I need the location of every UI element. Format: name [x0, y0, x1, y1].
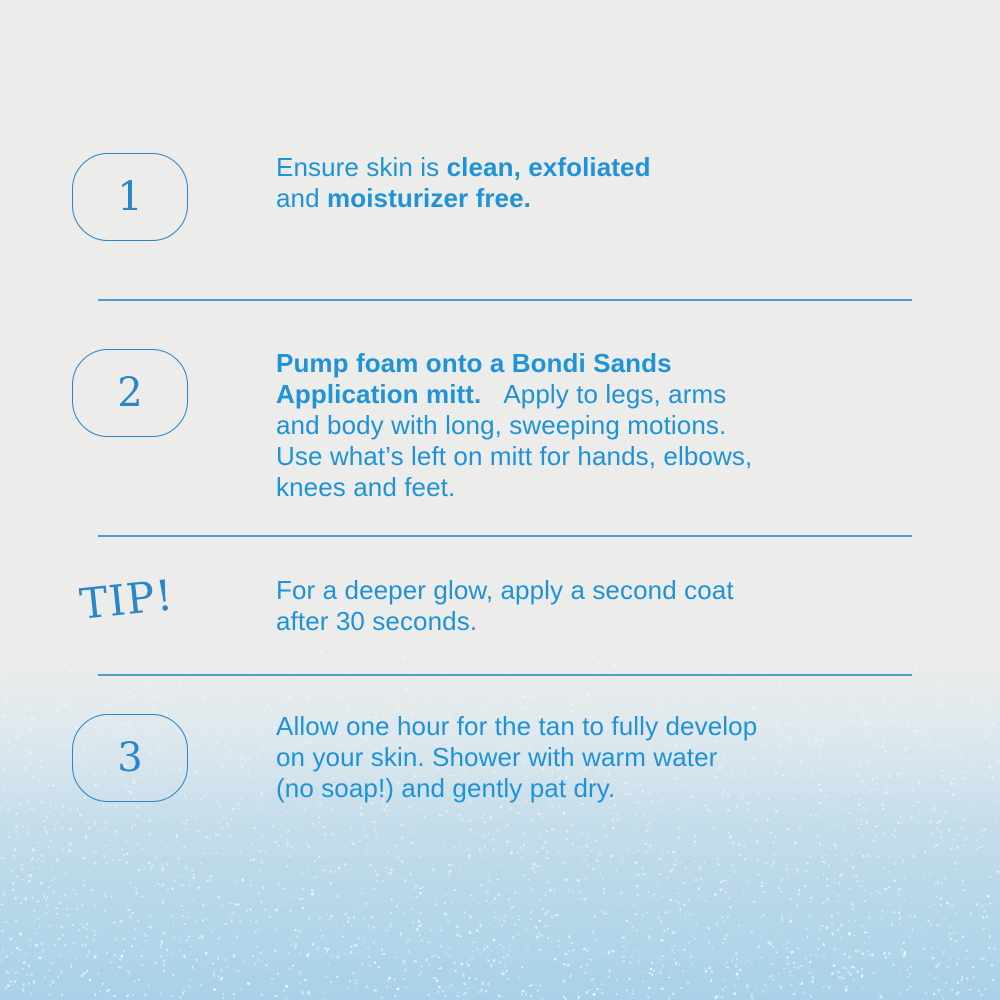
step-1-line-2: [276, 183, 916, 214]
step-2-number: 2: [117, 370, 143, 416]
step-2-line-2: [276, 379, 916, 410]
tip-label: TIP!: [77, 570, 176, 629]
step-1-bold-1: clean, exfoliated: [446, 152, 651, 182]
step-2-bold-2: Application mitt.: [276, 379, 482, 409]
step-3-line-1: Allow one hour for the tan to fully develop: [276, 711, 758, 741]
step-1-badge: [72, 153, 188, 241]
tip-line-2: after 30 seconds.: [276, 606, 478, 636]
step-1-bold-2: moisturizer free.: [327, 183, 532, 213]
step-2-text: [276, 348, 916, 503]
step-1-plain-2: and: [276, 183, 328, 213]
step-2-line-3: and body with long, sweeping motions.: [276, 410, 727, 440]
step-2-plain-1: Apply to legs, arms: [503, 379, 727, 409]
tip-line-1: For a deeper glow, apply a second coat: [276, 575, 734, 605]
divider-1: [98, 299, 912, 301]
tip-text: [276, 575, 916, 637]
step-3-text: [276, 711, 916, 804]
step-1-number: 1: [117, 174, 143, 220]
step-3-badge: [72, 714, 188, 802]
divider-3: [98, 674, 912, 676]
step-3-line-3: (no soap!) and gently pat dry.: [276, 773, 616, 803]
step-2-bold-1: Pump foam onto a Bondi Sands: [276, 348, 672, 378]
step-3-line-2: on your skin. Shower with warm water: [276, 742, 718, 772]
step-1-line-1: [276, 152, 916, 183]
step-1-plain-1: Ensure skin is: [276, 152, 447, 182]
divider-2: [98, 535, 912, 537]
step-3-number: 3: [117, 735, 143, 781]
step-2-line-4: Use what’s left on mitt for hands, elbows,: [276, 441, 753, 471]
step-1-text: [276, 152, 916, 214]
step-2-badge: [72, 349, 188, 437]
step-2-line-5: knees and feet.: [276, 472, 456, 502]
step-2-line-1: [276, 348, 916, 379]
